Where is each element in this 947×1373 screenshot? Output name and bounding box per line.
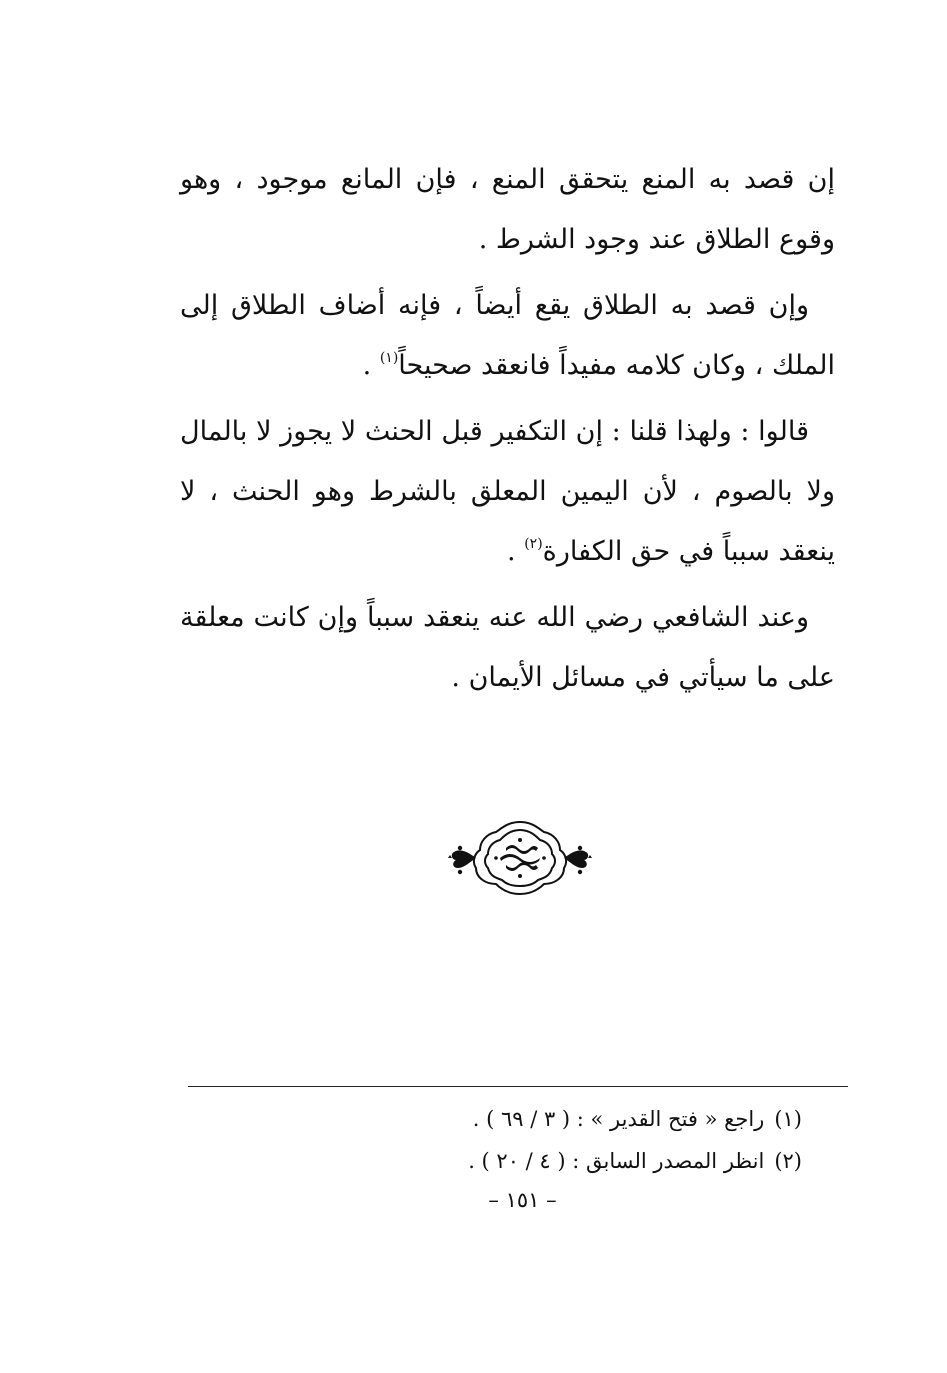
paragraph-2 — [180, 276, 835, 396]
footnote-2 — [188, 1140, 802, 1182]
main-text — [180, 150, 835, 714]
footnote-2-number: (٢) — [774, 1149, 802, 1173]
footnote-2-text: انظر المصدر السابق : ( ٤ / ٢٠ ) . — [468, 1149, 765, 1173]
paragraph-2-tail: . — [362, 350, 380, 381]
footnote-1-number: (١) — [774, 1107, 802, 1131]
footnote-1 — [188, 1098, 802, 1140]
footnote-separator — [188, 1086, 848, 1087]
paragraph-3-text: قالوا : ولهذا قلنا : إن التكفير قبل الحنث لا يجوز لا بالمال ولا بالصوم ، لأن اليمين المعلق بالشرط وهو الحنث ، لا ينعقد سبباً في حق الكفارة — [180, 416, 835, 567]
footnote-reference-1: (١) — [379, 350, 399, 366]
paragraph-4-text: وعند الشافعي رضي الله عنه ينعقد سبباً وإن كانت معلقة على ما سيأتي في مسائل الأيمان . — [180, 602, 835, 693]
paragraph-3 — [180, 402, 835, 582]
paragraph-3-tail: . — [507, 536, 525, 567]
paragraph-4 — [180, 588, 835, 708]
page-number: – ١٥١ – — [488, 1188, 557, 1212]
footnote-1-text: راجع « فتح القدير » : ( ٣ / ٦٩ ) . — [472, 1107, 765, 1131]
footnote-reference-2: (٢) — [524, 536, 543, 552]
paragraph-1 — [180, 150, 835, 270]
paragraph-2-text: وإن قصد به الطلاق يقع أيضاً ، فإنه أضاف الطلاق إلى الملك ، وكان كلامه مفيداً فانعقد صحيحاً — [180, 290, 835, 381]
floral-ornament-icon — [448, 818, 592, 896]
footnotes — [188, 1098, 802, 1182]
paragraph-1-text: إن قصد به المنع يتحقق المنع ، فإن المانع موجود ، وهو وقوع الطلاق عند وجود الشرط . — [180, 164, 835, 255]
